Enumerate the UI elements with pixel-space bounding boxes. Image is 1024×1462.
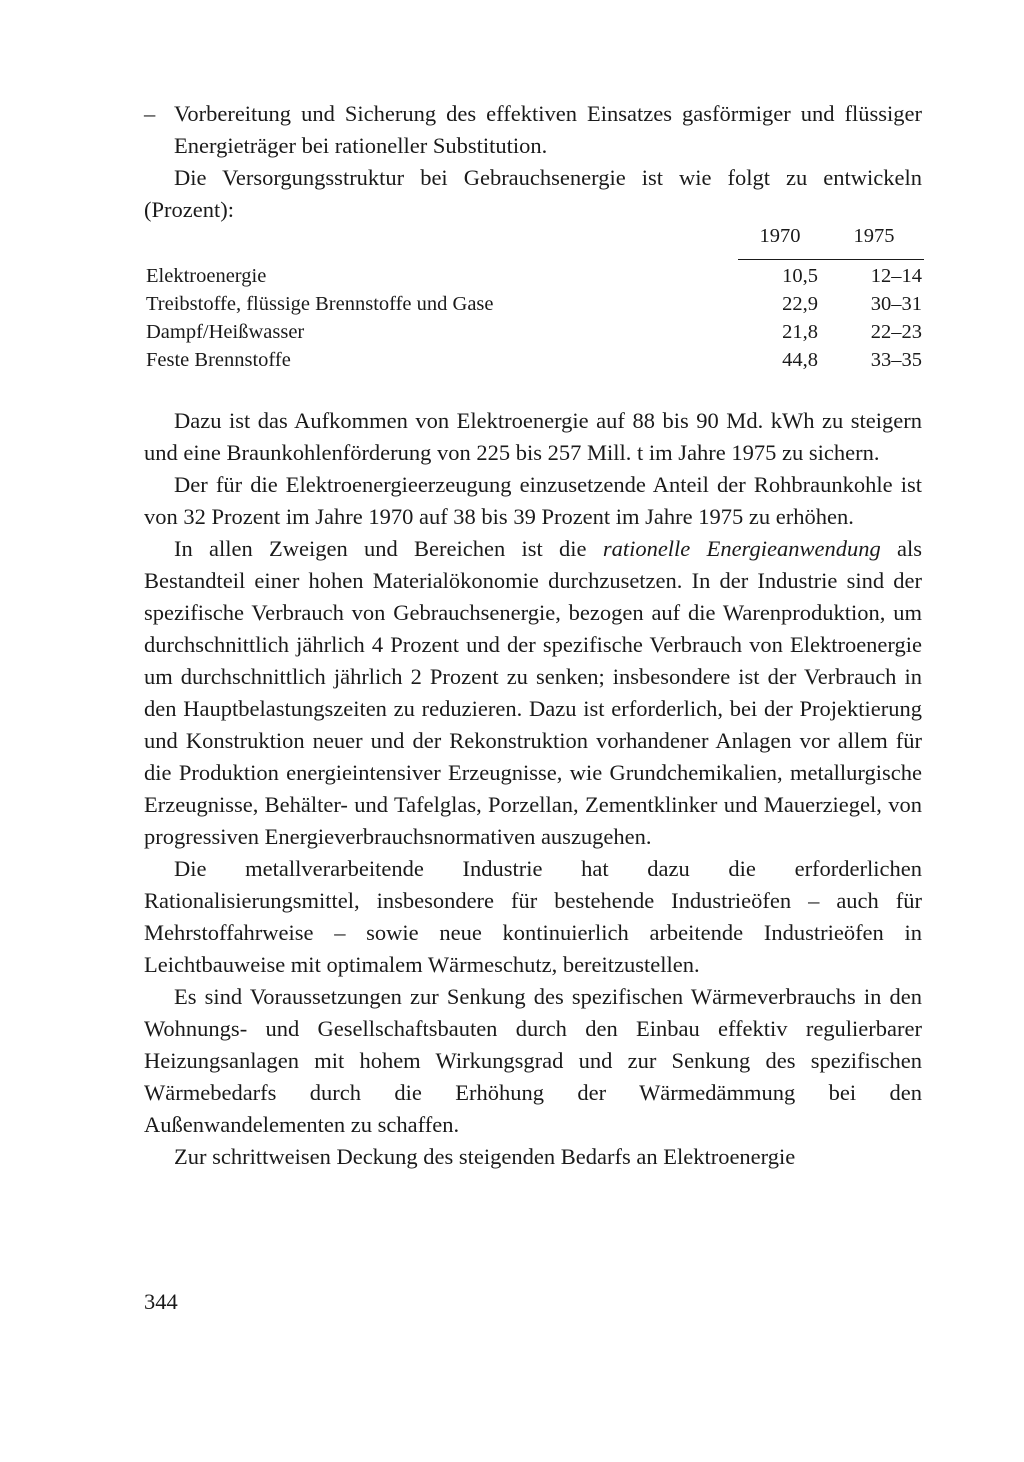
dash-item-text: Vorbereitung und Sicherung des effektiven Einsatzes gasförmiger und flüssiger Energieträger bei rationeller Substitution. xyxy=(174,101,922,158)
table-row xyxy=(146,293,924,321)
value-1970: 44,8 xyxy=(782,349,818,371)
table-row xyxy=(146,349,924,377)
paragraph xyxy=(144,533,922,853)
value-1975: 12–14 xyxy=(870,265,922,287)
row-label: Treibstoffe, flüssige Brennstoffe und Gase xyxy=(146,293,494,315)
page-number: 344 xyxy=(144,1289,178,1314)
body-text-block xyxy=(144,405,922,1173)
dash-list-item xyxy=(144,98,922,162)
emphasized-term: rationelle Energieanwendung xyxy=(602,536,881,561)
paragraph: Es sind Voraussetzungen zur Senkung des spezifischen Wärmeverbrauchs in den Wohnungs- und Gesellschaftsbauten durch den Einbau effektiv regulierbarer Heizungsanlagen mit hohem Wirkungsgrad und zur Senkung des spezifischen Wärmebedarfs durch die Erhöhung der Wärmedämmung bei den Außenwandelementen zu schaffen. xyxy=(144,984,922,1137)
header-1970: 1970 xyxy=(759,225,801,247)
row-label: Dampf/Heißwasser xyxy=(146,321,305,343)
table-row xyxy=(146,265,924,293)
paragraph-text: als Bestandteil einer hohen Materialökonomie durchzusetzen. In der Industrie sind der spezifische Verbrauch von Gebrauchsenergie, bezogen auf die Warenproduktion, um durchschnittlich jährlich 4 Prozent und der spezifische Verbrauch von Elektroenergie um durchschnittlich jährlich 2 Prozent zu senken; insbesondere ist der Verbrauch in den Hauptbelastungszeiten zu reduzieren. Dazu ist erforderlich, bei der Projektierung und Konstruktion neuer und der Rekonstruktion vorhandener Anlagen vor allem für die Produktion energieintensiver Erzeugnisse, wie Grundchemikalien, metallurgische Erzeugnisse, Behälter- und Tafelglas, Porzellan, Zementklinker und Mauerziegel, von progressiven Energieverbrauchsnormativen auszugehen. xyxy=(144,536,922,849)
paragraph: Die metallverarbeitende Industrie hat dazu die erforderlichen Rationalisierungsmittel, insbesondere für bestehende Industrieöfen – auch für Mehrstoffahrweise – sowie neue kontinuierlich arbeitende Industrieöfen in Leichtbauweise mit optimalem Wärmeschutz, bereitzustellen. xyxy=(144,856,922,977)
paragraph: Der für die Elektroenergieerzeugung einzusetzende Anteil der Rohbraunkohle ist von 32 Prozent im Jahre 1970 auf 38 bis 39 Prozent im Jahre 1975 zu erhöhen. xyxy=(144,472,922,529)
table-header xyxy=(738,225,924,260)
row-label: Elektroenergie xyxy=(146,265,267,287)
value-1970: 10,5 xyxy=(782,265,818,287)
value-1975: 30–31 xyxy=(870,293,922,315)
table-row xyxy=(146,321,924,349)
value-1970: 21,8 xyxy=(782,321,818,343)
row-label: Feste Brennstoffe xyxy=(146,349,291,371)
top-text-block xyxy=(144,98,922,226)
paragraph: Dazu ist das Aufkommen von Elektroenergie auf 88 bis 90 Md. kWh zu steigern und eine Braunkohlenförderung von 225 bis 257 Mill. t im Jahre 1975 zu sichern. xyxy=(144,408,922,465)
dash-marker: – xyxy=(144,101,156,126)
value-1970: 22,9 xyxy=(782,293,818,315)
intro-paragraph: Die Versorgungsstruktur bei Gebrauchsenergie ist wie folgt zu entwickeln (Prozent): xyxy=(144,165,922,222)
paragraph-text: In allen Zweigen und Bereichen ist die xyxy=(174,536,603,561)
value-1975: 22–23 xyxy=(870,321,922,343)
paragraph: Zur schrittweisen Deckung des steigenden Bedarfs an Elektroenergie xyxy=(174,1144,796,1169)
value-1975: 33–35 xyxy=(870,349,922,371)
header-1975: 1975 xyxy=(853,225,895,247)
